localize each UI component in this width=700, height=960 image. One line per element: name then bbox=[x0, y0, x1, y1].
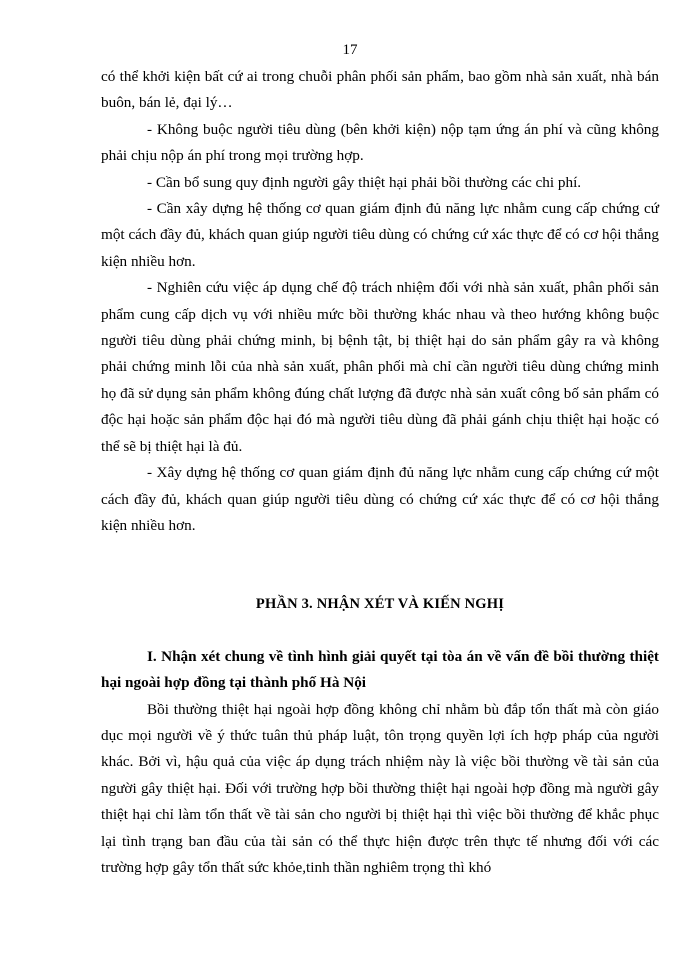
bullet-paragraph: - Xây dựng hệ thống cơ quan giám định đủ năng lực nhằm cung cấp chứng cứ một cách đầy đủ, khách quan giúp người tiêu dùng có chứng cứ xác thực để có cơ hội thắng kiện nhiều hơn. bbox=[101, 464, 659, 534]
bullet-paragraph: - Nghiên cứu việc áp dụng chế độ trách nhiệm đối với nhà sản xuất, phân phối sản phẩm cung cấp dịch vụ với nhiều mức bồi thường khác nhau và theo hướng không buộc người tiêu dùng phải chứng minh, bị bệnh tật, bị thiệt hại do sản phẩm gây ra và không phải chứng minh lỗi của nhà sản xuất, phân phối mà chỉ cần người tiêu dùng chứng minh họ đã sử dụng sản phẩm không đúng chất lượng đã được nhà sản xuất công bố sản phẩm có độc hại hoặc sản phẩm độc hại đó mà người tiêu dùng đã phải gánh chịu thiệt hại hoặc có thể sẽ bị thiệt hại là đủ. bbox=[101, 279, 659, 455]
paragraph-continuation: có thể khởi kiện bất cứ ai trong chuỗi phân phối sản phẩm, bao gồm nhà sản xuất, nhà bán buôn, bán lẻ, đại lý… bbox=[101, 68, 659, 112]
page-number: 17 bbox=[342, 42, 358, 58]
section-title: PHẦN 3. NHẬN XÉT VÀ KIẾN NGHỊ bbox=[255, 596, 505, 613]
bullet-paragraph: - Cần bổ sung quy định người gây thiệt hại phải bồi thường các chi phí. bbox=[147, 173, 582, 191]
subsection-heading: I. Nhận xét chung về tình hình giải quyết tại tòa án về vấn đề bồi thường thiệt hại ngoài hợp đồng tại thành phố Hà Nội bbox=[101, 647, 659, 692]
document-body bbox=[101, 64, 659, 881]
bullet-paragraph: - Không buộc người tiêu dùng (bên khởi kiện) nộp tạm ứng án phí và cũng không phải chịu nộp án phí trong mọi trường hợp. bbox=[101, 120, 659, 165]
bullet-paragraph: - Cần xây dựng hệ thống cơ quan giám định đủ năng lực nhằm cung cấp chứng cứ một cách đầy đủ, khách quan giúp người tiêu dùng có chứng cứ xác thực để có cơ hội thắng kiện nhiều hơn. bbox=[101, 200, 659, 270]
body-paragraph: Bồi thường thiệt hại ngoài hợp đồng không chỉ nhằm bù đắp tổn thất mà còn giáo dục mọi người về ý thức tuân thủ pháp luật, tôn trọng quyền lợi ích hợp pháp của người khác. Bởi vì, hậu quả của việc áp dụng trách nhiệm này là việc bồi thường về tài sản của người gây thiệt hại. Đối với trường hợp bồi thường thiệt hại ngoài hợp đồng mà người gây thiệt hại chỉ làm tổn thất về tài sản cho người bị thiệt hại thì việc bồi thường để khắc phục lại tình trạng ban đầu của tài sản có thể thực hiện được trên thực tế nhưng đối với các trường hợp gây tổn thất sức khỏe,tinh thần nghiêm trọng thì khó bbox=[101, 700, 659, 876]
